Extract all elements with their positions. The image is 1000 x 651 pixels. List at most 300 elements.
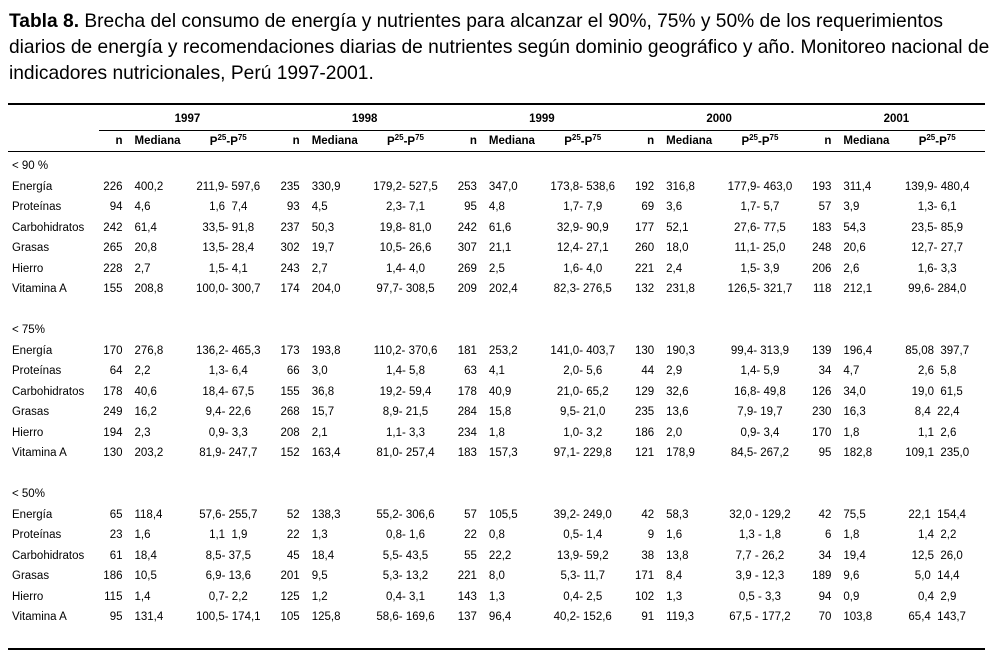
cell-range: 5,5- 43,5: [382, 549, 429, 562]
cell-range: 2,0- 5,6: [563, 365, 603, 378]
cell-n: 139: [812, 344, 832, 357]
cell-mediana: 400,2: [134, 180, 164, 193]
table-row: [8, 382, 985, 403]
cell-range: 0,5 - 3,3: [738, 590, 782, 603]
cell-range: 1,5- 4,1: [208, 262, 248, 275]
cell-mediana: 1,3: [311, 529, 328, 542]
cell-range: 16,8- 49,8: [734, 385, 786, 398]
cell-n: 228: [103, 262, 123, 275]
col-header-mediana: Mediana: [483, 130, 535, 152]
year-header: 1999: [453, 109, 630, 130]
cell-range: 173,8- 538,6: [550, 180, 616, 193]
cell-mediana: 193,8: [311, 344, 341, 357]
cell-n: 155: [103, 283, 123, 296]
cell-mediana: 16,2: [134, 406, 157, 419]
cell-n: 38: [641, 549, 655, 562]
cell-range: 1,7- 5,7: [740, 201, 780, 214]
cell-n: 44: [641, 365, 655, 378]
range-label: $P^{25}-P^{75}$: [918, 133, 956, 149]
row-label: Vitamina A: [12, 611, 67, 624]
cell-mediana: 4,6: [134, 201, 151, 214]
cell-range: 39,2- 249,0: [553, 508, 612, 521]
cell-mediana: 231,8: [666, 283, 695, 296]
cell-range: 177,9- 463,0: [727, 180, 793, 193]
cell-range: 1,1- 3,3: [386, 426, 425, 439]
cell-mediana: 2,3: [134, 426, 151, 439]
cell-mediana: 316,8: [666, 180, 695, 193]
cell-mediana: 2,9: [666, 365, 683, 378]
row-label: Carbohidratos: [12, 385, 85, 398]
cell-n: 242: [457, 221, 477, 234]
cell-mediana: 118,4: [134, 508, 163, 521]
cell-mediana: 4,5: [311, 201, 328, 214]
cell-n: 186: [634, 426, 655, 439]
cell-range: 57,6- 255,7: [199, 508, 258, 521]
cell-mediana: 2,2: [134, 365, 151, 378]
cell-mediana: 163,4: [311, 447, 341, 460]
cell-range: 23,5- 85,9: [911, 221, 964, 234]
cell-n: 208: [280, 426, 300, 439]
header-blank: [8, 130, 99, 152]
row-label: Vitamina A: [12, 283, 67, 296]
cell-n: 129: [634, 385, 655, 398]
cell-n: 170: [812, 426, 832, 439]
cell-range: 0,4- 3,1: [386, 590, 425, 603]
cell-n: 121: [634, 447, 655, 460]
cell-range: 65,4 143,7: [908, 611, 966, 624]
cell-range: 136,2- 465,3: [195, 344, 261, 357]
cell-n: 118: [813, 283, 832, 296]
cell-mediana: 34,0: [843, 385, 866, 398]
table-row: [8, 607, 985, 628]
cell-n: 95: [109, 611, 123, 624]
cell-range: 19,8- 81,0: [379, 221, 432, 234]
cell-n: 235: [280, 180, 300, 193]
cell-n: 307: [457, 242, 477, 255]
cell-range: 99,4- 313,9: [730, 344, 790, 357]
cell-mediana: 190,3: [666, 344, 695, 357]
cell-mediana: 1,8: [843, 529, 860, 542]
cell-n: 130: [103, 447, 123, 460]
cell-n: 189: [812, 570, 832, 583]
cell-range: 6,9- 13,6: [205, 570, 251, 583]
cell-n: 173: [280, 344, 300, 357]
cell-mediana: 1,4: [134, 590, 151, 603]
cell-n: 284: [457, 406, 477, 419]
cell-n: 66: [286, 365, 300, 378]
cell-n: 178: [457, 385, 477, 398]
cell-range: 0,4 2,9: [918, 590, 957, 603]
row-label: Carbohidratos: [12, 221, 85, 234]
cell-range: 3,9 - 12,3: [735, 570, 785, 583]
row-label: Carbohidratos: [12, 549, 85, 562]
cell-mediana: 96,4: [488, 611, 512, 624]
header-blank: [8, 109, 99, 130]
cell-range: 32,9- 90,9: [556, 221, 609, 234]
cell-n: 22: [286, 529, 300, 542]
cell-range: 1,1 2,6: [918, 426, 957, 439]
cell-n: 6: [824, 529, 832, 542]
cell-mediana: 2,4: [666, 262, 683, 275]
cell-mediana: 131,4: [134, 611, 164, 624]
cell-range: 5,3- 11,7: [560, 570, 605, 583]
cell-n: 152: [280, 447, 300, 460]
cell-mediana: 18,4: [134, 549, 157, 562]
col-header-mediana: Mediana: [306, 130, 358, 152]
cell-mediana: 18,0: [666, 242, 689, 255]
group-label: < 75%: [12, 324, 45, 337]
cell-range: 1,4- 5,8: [386, 365, 425, 378]
cell-mediana: 2,0: [666, 426, 683, 439]
cell-n: 65: [109, 508, 123, 521]
cell-n: 115: [104, 590, 123, 603]
row-label: Hierro: [12, 262, 44, 275]
cell-mediana: 13,6: [666, 406, 689, 419]
cell-range: 1,1 1,9: [209, 529, 248, 542]
cell-mediana: 9,6: [843, 570, 860, 583]
cell-n: 237: [280, 221, 300, 234]
cell-mediana: 18,4: [311, 549, 335, 562]
cell-n: 95: [818, 447, 832, 460]
cell-mediana: 3,9: [843, 201, 860, 214]
cell-range: 7,7 - 26,2: [735, 549, 785, 562]
col-header-n: n: [631, 130, 661, 152]
cell-range: 10,5- 26,6: [379, 242, 432, 255]
cell-mediana: 9,5: [311, 570, 328, 583]
cell-n: 155: [280, 385, 300, 398]
cell-range: 100,5- 174,1: [195, 611, 261, 624]
table-caption: [9, 9, 994, 87]
cell-range: 1,3 - 1,8: [738, 529, 782, 542]
cell-range: 81,0- 257,4: [376, 447, 435, 460]
cell-n: 201: [280, 570, 300, 583]
cell-range: 55,2- 306,6: [376, 508, 435, 521]
cell-mediana: 1,6: [134, 529, 151, 542]
table-row: [8, 525, 985, 546]
cell-range: 1,7- 7,9: [563, 201, 603, 214]
cell-mediana: 1,8: [843, 426, 860, 439]
col-header-mediana: Mediana: [660, 130, 712, 152]
cell-range: 141,0- 403,7: [550, 344, 616, 357]
cell-n: 42: [641, 508, 655, 521]
cell-n: 206: [812, 262, 832, 275]
table-row: [8, 177, 985, 198]
cell-range: 85,08 397,7: [905, 344, 970, 357]
cell-range: 13,5- 28,4: [202, 242, 255, 255]
cell-n: 61: [109, 549, 123, 562]
cell-n: 249: [103, 406, 123, 419]
caption-label: Tabla 8.: [9, 11, 80, 32]
cell-mediana: 13,8: [666, 549, 689, 562]
caption-text: Brecha del consumo de energía y nutrientes para alcanzar el 90%, 75% y 50% de los requerimientos diarios de energía y recomendaciones diarias de nutrientes según dominio geográfico y año. Monitoreo nacional de indicadores nutricionales, Perú 1997-2001.: [9, 11, 990, 84]
cell-range: 2,3- 7,1: [386, 201, 425, 214]
cell-mediana: 204,0: [311, 283, 341, 296]
cell-mediana: 1,8: [488, 426, 505, 439]
cell-range: 19,2- 59,4: [379, 385, 432, 398]
cell-n: 22: [464, 529, 477, 542]
cell-mediana: 1,3: [666, 590, 683, 603]
cell-range: 1,6- 4,0: [563, 262, 603, 275]
cell-range: 1,6 7,4: [209, 201, 248, 214]
cell-mediana: 52,1: [666, 221, 689, 234]
cell-range: 1,0- 3,2: [563, 426, 603, 439]
cell-n: 269: [457, 262, 477, 275]
cell-range: 58,6- 169,6: [376, 611, 435, 624]
cell-range: 1,4- 5,9: [740, 365, 780, 378]
cell-range: 0,9- 3,3: [208, 426, 248, 439]
cell-range: 1,4- 4,0: [386, 262, 425, 275]
cell-range: 12,5 26,0: [911, 549, 963, 562]
cell-n: 260: [634, 242, 655, 255]
cell-mediana: 3,6: [666, 201, 683, 214]
cell-range: 0,8- 1,6: [386, 529, 425, 542]
cell-n: 174: [280, 283, 300, 296]
cell-n: 181: [457, 344, 477, 357]
cell-range: 40,2- 152,6: [553, 611, 612, 624]
table-row: [8, 197, 985, 218]
cell-n: 209: [457, 283, 477, 296]
cell-range: 8,4 22,4: [914, 406, 960, 419]
cell-mediana: 125,8: [311, 611, 341, 624]
cell-n: 183: [812, 221, 832, 234]
cell-range: 33,5- 91,8: [202, 221, 255, 234]
cell-n: 126: [812, 385, 832, 398]
cell-mediana: 105,5: [488, 508, 518, 521]
cell-range: 1,5- 3,9: [740, 262, 780, 275]
table-row: [8, 423, 985, 444]
cell-mediana: 4,7: [843, 365, 860, 378]
cell-n: 94: [818, 590, 832, 603]
cell-n: 183: [457, 447, 477, 460]
cell-n: 34: [818, 365, 832, 378]
cell-range: 100,0- 300,7: [195, 283, 261, 296]
cell-mediana: 50,3: [311, 221, 335, 234]
col-header-mediana: Mediana: [837, 130, 889, 152]
cell-mediana: 202,4: [488, 283, 518, 296]
cell-n: 64: [109, 365, 123, 378]
cell-mediana: 119,3: [666, 611, 695, 624]
row-label: Proteínas: [12, 529, 62, 542]
cell-range: 211,9- 597,6: [196, 180, 261, 193]
table-row: [8, 238, 985, 259]
cell-n: 70: [818, 611, 832, 624]
col-header-range: [535, 130, 631, 152]
cell-range: 12,4- 27,1: [556, 242, 609, 255]
cell-n: 45: [286, 549, 300, 562]
cell-n: 248: [812, 242, 832, 255]
cell-mediana: 311,4: [843, 180, 872, 193]
cell-mediana: 182,8: [843, 447, 873, 460]
cell-range: 13,9- 59,2: [556, 549, 609, 562]
cell-mediana: 330,9: [311, 180, 341, 193]
cell-range: 109,1 235,0: [905, 447, 970, 460]
range-label: $P^{25}-P^{75}$: [209, 133, 247, 149]
cell-n: 95: [464, 201, 477, 214]
cell-mediana: 2,1: [311, 426, 328, 439]
row-label: Proteínas: [12, 365, 62, 378]
cell-mediana: 22,2: [488, 549, 512, 562]
cell-range: 139,9- 480,4: [904, 180, 970, 193]
cell-mediana: 276,8: [134, 344, 164, 357]
cell-range: 27,6- 77,5: [734, 221, 786, 234]
table-row: [8, 443, 985, 464]
cell-n: 193: [812, 180, 832, 193]
cell-n: 178: [103, 385, 123, 398]
cell-n: 57: [464, 508, 477, 521]
cell-n: 130: [634, 344, 655, 357]
cell-mediana: 15,7: [311, 406, 335, 419]
cell-mediana: 1,6: [666, 529, 683, 542]
table-row: [8, 361, 985, 382]
cell-n: 268: [280, 406, 300, 419]
cell-range: 32,0 - 129,2: [729, 508, 791, 521]
cell-mediana: 0,9: [843, 590, 860, 603]
cell-mediana: 4,8: [488, 201, 505, 214]
cell-range: 1,3- 6,4: [208, 365, 248, 378]
col-header-n: n: [808, 130, 838, 152]
cell-range: 21,0- 65,2: [556, 385, 609, 398]
cell-n: 63: [464, 365, 477, 378]
cell-mediana: 138,3: [311, 508, 341, 521]
cell-mediana: 58,3: [666, 508, 689, 521]
cell-range: 0,5- 1,4: [563, 529, 603, 542]
table-row: [8, 505, 985, 526]
cell-range: 5,3- 13,2: [382, 570, 429, 583]
cell-range: 1,4 2,2: [918, 529, 957, 542]
row-label: Energía: [12, 344, 53, 357]
cell-mediana: 212,1: [843, 283, 873, 296]
cell-mediana: 36,8: [311, 385, 335, 398]
range-label: $P^{25}-P^{75}$: [564, 133, 602, 149]
cell-range: 8,5- 37,5: [205, 549, 251, 562]
cell-range: 1,3- 6,1: [917, 201, 957, 214]
cell-mediana: 2,6: [843, 262, 860, 275]
row-label: Hierro: [12, 426, 44, 439]
cell-n: 192: [634, 180, 655, 193]
cell-n: 143: [457, 590, 477, 603]
cell-n: 55: [464, 549, 477, 562]
cell-range: 0,4- 2,5: [563, 590, 603, 603]
cell-range: 97,7- 308,5: [376, 283, 435, 296]
table-row: [8, 566, 985, 587]
cell-n: 42: [818, 508, 832, 521]
col-header-n: n: [453, 130, 483, 152]
col-header-n: n: [99, 130, 129, 152]
cell-mediana: 2,5: [488, 262, 505, 275]
cell-n: 221: [634, 262, 655, 275]
col-header-range: [181, 130, 277, 152]
cell-range: 0,7- 2,2: [208, 590, 248, 603]
group-label: < 50%: [12, 488, 45, 501]
cell-range: 81,9- 247,7: [199, 447, 258, 460]
cell-range: 179,2- 527,5: [373, 180, 438, 193]
cell-mediana: 61,4: [134, 221, 157, 234]
cell-n: 137: [457, 611, 477, 624]
cell-range: 8,9- 21,5: [382, 406, 429, 419]
cell-range: 67,5 - 177,2: [729, 611, 791, 624]
cell-mediana: 8,0: [488, 570, 505, 583]
cell-range: 126,5- 321,7: [727, 283, 793, 296]
row-label: Vitamina A: [12, 447, 67, 460]
cell-n: 105: [280, 611, 300, 624]
cell-range: 0,9- 3,4: [740, 426, 780, 439]
range-label: $P^{25}-P^{75}$: [387, 133, 424, 149]
cell-range: 2,6 5,8: [918, 365, 957, 378]
col-header-range: [358, 130, 454, 152]
cell-n: 226: [103, 180, 123, 193]
cell-n: 186: [103, 570, 123, 583]
nutrient-gap-table: [8, 103, 985, 650]
row-label: Grasas: [12, 570, 50, 583]
year-header: 1997: [99, 109, 276, 130]
cell-mediana: 196,4: [843, 344, 873, 357]
cell-mediana: 4,1: [488, 365, 505, 378]
cell-mediana: 8,4: [666, 570, 683, 583]
table-row: [8, 218, 985, 239]
cell-range: 5,0 14,4: [914, 570, 960, 583]
cell-range: 9,4- 22,6: [205, 406, 251, 419]
cell-mediana: 2,7: [311, 262, 328, 275]
cell-range: 7,9- 19,7: [737, 406, 783, 419]
cell-range: 11,1- 25,0: [734, 242, 786, 255]
group-label: < 90 %: [12, 160, 49, 173]
row-label: Hierro: [12, 590, 44, 603]
cell-mediana: 19,7: [311, 242, 335, 255]
cell-mediana: 2,7: [134, 262, 151, 275]
cell-n: 170: [103, 344, 123, 357]
cell-n: 235: [634, 406, 655, 419]
table-row: [8, 587, 985, 608]
col-header-mediana: Mediana: [128, 130, 180, 152]
year-header: 2001: [808, 109, 985, 130]
cell-range: 19,0 61,5: [911, 385, 963, 398]
cell-n: 265: [103, 242, 123, 255]
cell-n: 253: [457, 180, 477, 193]
cell-n: 125: [280, 590, 300, 603]
cell-n: 243: [280, 262, 300, 275]
cell-mediana: 19,4: [843, 549, 866, 562]
cell-range: 18,4- 67,5: [202, 385, 255, 398]
row-label: Grasas: [12, 406, 50, 419]
cell-mediana: 203,2: [134, 447, 164, 460]
col-header-n: n: [276, 130, 306, 152]
table-row: [8, 546, 985, 567]
cell-mediana: 54,3: [843, 221, 866, 234]
cell-range: 22,1 154,4: [908, 508, 966, 521]
table-row: [8, 402, 985, 423]
cell-n: 94: [109, 201, 123, 214]
cell-n: 230: [812, 406, 832, 419]
cell-n: 91: [641, 611, 655, 624]
cell-mediana: 40,6: [134, 385, 157, 398]
cell-n: 221: [457, 570, 477, 583]
year-header: 1998: [276, 109, 453, 130]
cell-mediana: 21,1: [488, 242, 512, 255]
cell-n: 9: [647, 529, 655, 542]
cell-mediana: 157,3: [488, 447, 518, 460]
cell-mediana: 1,3: [488, 590, 505, 603]
cell-n: 93: [286, 201, 300, 214]
cell-mediana: 16,3: [843, 406, 866, 419]
cell-mediana: 40,9: [488, 385, 512, 398]
cell-n: 102: [634, 590, 655, 603]
cell-mediana: 61,6: [488, 221, 512, 234]
cell-mediana: 0,8: [488, 529, 505, 542]
cell-range: 97,1- 229,8: [553, 447, 612, 460]
cell-mediana: 20,6: [843, 242, 866, 255]
cell-mediana: 178,9: [666, 447, 695, 460]
cell-n: 171: [634, 570, 655, 583]
